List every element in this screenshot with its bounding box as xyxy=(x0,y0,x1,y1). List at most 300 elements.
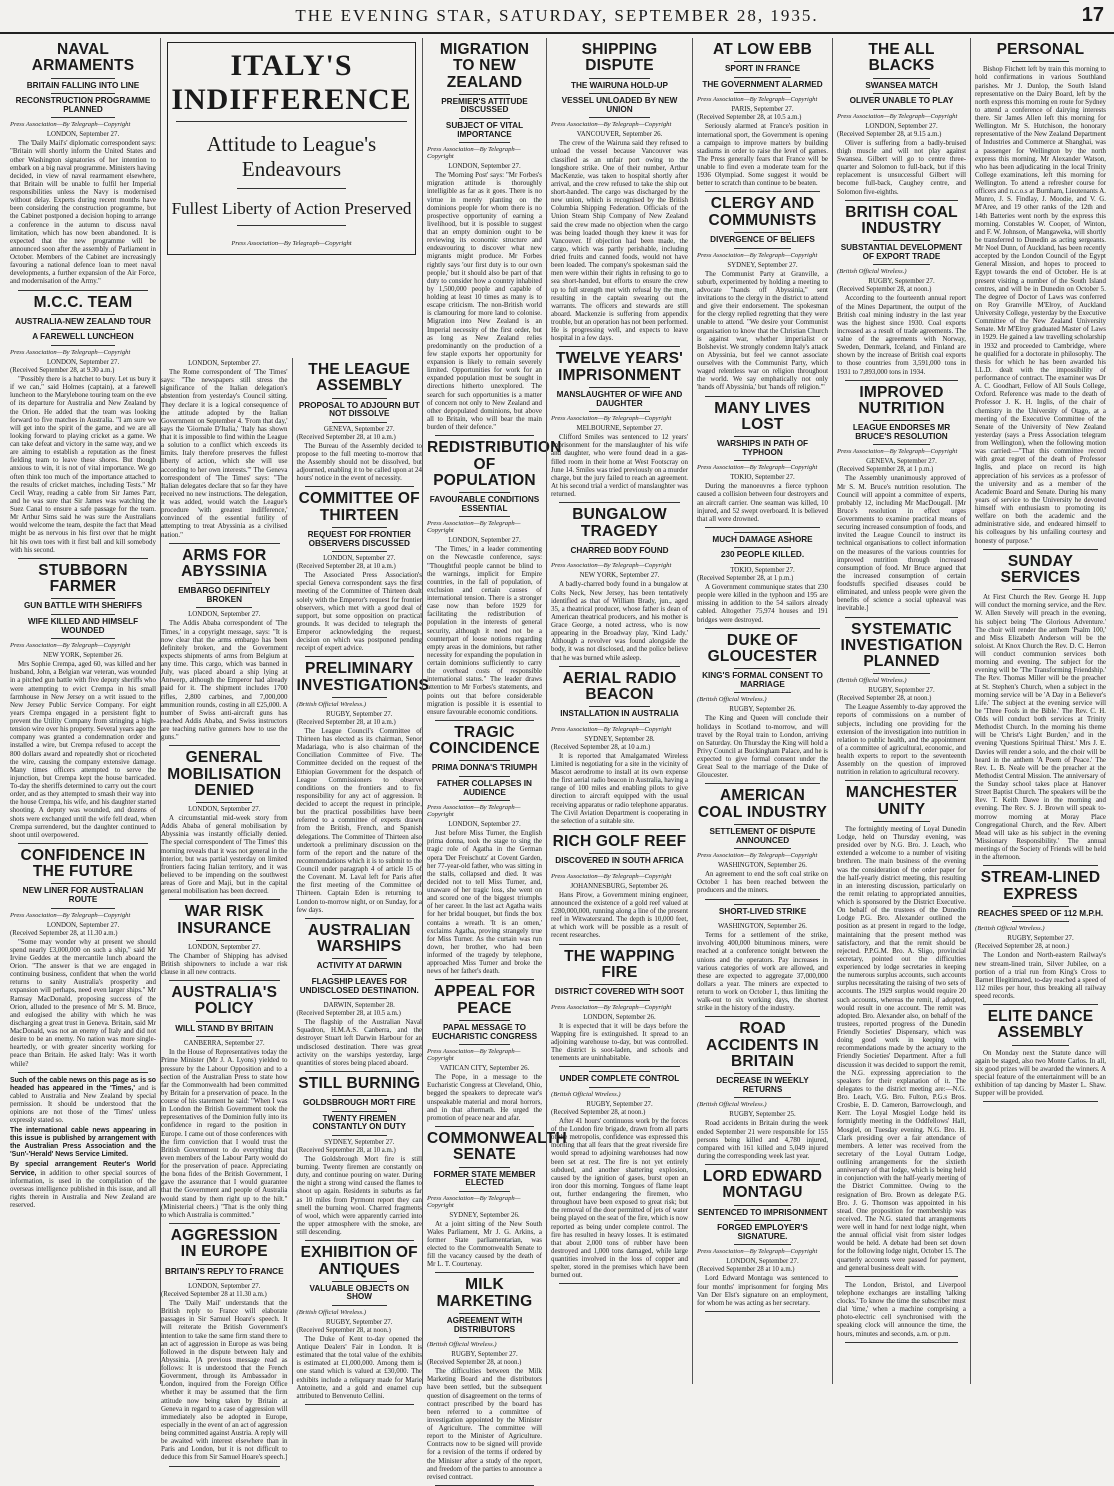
subheadline: INSTALLATION IN AUSTRALIA xyxy=(560,709,679,719)
subheadline-2: RECONSTRUCTION PROGRAMME PLANNED xyxy=(15,96,151,114)
headline-rule xyxy=(459,94,510,95)
article-body: The Associated Press Association's special Geneva correspondent says the first meeting of the Committee of Thirteen dealt solely with the Emperor's request for frontier observers, which met with a good deal of support, but some opposition on practical grounds. It was decided to telegraph the Emperor acknowledging the request, decision on which was postponed pending receipt of expert advice. xyxy=(296,571,422,653)
article-body: 'The Times,' in a leader commenting on the Newcastle conference, says: "Thoughtful people cannot be blind to the warnings, implicit for Empire countries, in the fall of population, of exclusion and certain causes of international tension. There is a stronger case now than before 1929 for facilitating the redistribution of population in the interests of general security, although it need not be a counterpart of loose notions regarding empty areas in the dominions, but rather necessity for expanding the population in certain dominions sufficiently to carry the overhead costs of responsible international status." The leader draws attention to Mr Forbes's statements, and points out that before considerable migration is possible it is essential to ensure favourable economic conditions. xyxy=(427,545,542,716)
page-number: 17 xyxy=(1081,4,1104,26)
dateline: LONDON, September 27. xyxy=(448,537,521,545)
article-body: Oliver is suffering from a badly-bruised thigh muscle and will not play against Swansea. Gilbert will go to centre three-quarter and Solomon to full-back, but if this replacement is unsuccessful Gilbert will become full-back, Caughey centre, and Solomon five-eighths. xyxy=(837,138,966,196)
article xyxy=(427,42,542,431)
headline-rule xyxy=(734,532,792,533)
headline: MILK MARKETING xyxy=(436,1276,533,1310)
article xyxy=(427,725,542,976)
headline: ELITE DANCE ASSEMBLY xyxy=(987,1008,1094,1042)
headline-rule xyxy=(873,109,930,110)
article xyxy=(975,870,1106,1000)
received-line: (Received September 28, at 10 a.m.) xyxy=(296,1146,396,1154)
headline: STUBBORN FARMER xyxy=(38,561,128,596)
headline: MANCHESTER UNITY xyxy=(845,784,958,818)
headline-rule xyxy=(589,722,649,723)
article-body: The Goldsbrough Mort fire is still burning. Twenty firemen are constantly on duty, and continue pouring on water. During the night a strong wind caused the flames to shoot up again. Residents in suburbs as far as 10 miles from Pyrmont report they can smell the burning wool. Charred fragments of wool, which were apparently carried into the upper atmosphere with the smoke, are still descending. xyxy=(296,1154,422,1237)
headline: WAR RISK INSURANCE xyxy=(177,903,272,937)
subheadline: VALUABLE OBJECTS ON SHOW xyxy=(309,1283,409,1302)
masthead-title: THE EVENING STAR, SATURDAY, SEPTEMBER 28, 1935. xyxy=(295,6,819,25)
headline-rule xyxy=(459,492,510,493)
dateline: TOKIO, September 27. xyxy=(730,567,795,575)
subheadline-2: WIFE KILLED AND HIMSELF WOUNDED xyxy=(27,616,139,635)
column-rule xyxy=(845,1342,958,1343)
dateline: JOHANNESBURG, September 26. xyxy=(570,882,669,890)
notice xyxy=(10,1161,156,1209)
byline: Press Association—By Telegraph—Copyright xyxy=(10,121,131,129)
column-rule xyxy=(845,780,958,781)
subheadline: SPORT IN FRANCE xyxy=(724,64,801,74)
headline-rule xyxy=(196,802,252,803)
headline-rule xyxy=(734,563,792,564)
italy-subtitle-2: Fullest Liberty of Action Preserved xyxy=(171,199,412,218)
headline-rule xyxy=(734,77,792,78)
received-line: (Received September 28, at 9.15 a.m.) xyxy=(837,130,942,138)
column-4 xyxy=(546,38,692,1384)
dateline: LONDON, September 27. xyxy=(188,806,261,814)
headline: EXHIBITION OF ANTIQUES xyxy=(300,1244,418,1278)
article xyxy=(697,633,828,780)
byline: (British Official Wireless.) xyxy=(837,268,907,276)
article-body: The Duke of Kent to-day opened the Antique Dealers' Fair in London. It is estimated that the total value of the exhibits is estimated at £1,000,000. Among them is one stand which is valued at £30,000. The exhibits include a reliquary made for Marie Antoinette, and a gold and enamel cup attributed to Benvenuto Cellini. xyxy=(296,1334,422,1400)
column-rule xyxy=(18,1072,148,1073)
column-rule xyxy=(169,1223,280,1224)
article xyxy=(427,439,562,716)
headline-rule xyxy=(332,1095,387,1096)
headline-rule xyxy=(51,78,115,79)
received-line: (Received September 28 at 10 a.m.) xyxy=(697,1266,795,1274)
column-rule xyxy=(305,1071,415,1072)
headline: MANY LIVES LOST xyxy=(714,399,811,433)
headline: PRELIMINARY INVESTIGATIONS xyxy=(296,660,430,694)
received-line: (Received September 28, at 9.30 a.m.) xyxy=(10,367,115,375)
headline-rule xyxy=(196,1264,252,1265)
headline-rule xyxy=(589,853,649,854)
column-rule xyxy=(845,617,958,618)
byline: Press Association—By Telegraph—Copyright xyxy=(551,121,672,129)
received-line: (Received September 28, at noon.) xyxy=(837,695,932,703)
headline-rule xyxy=(589,1087,649,1088)
headline: M.C.C. TEAM xyxy=(33,293,133,311)
headline: NAVAL ARMAMENTS xyxy=(31,41,135,75)
column-rule xyxy=(305,656,415,657)
headline-rule xyxy=(589,558,649,559)
article-body: On Monday next the Statute dance will again be staged, also two Monte Carlos. In all, six good prizes will be awarded the winners. A special feature of the entertainment will be an exhibition of tap dancing by Master L. Shaw. Supper will be provided. xyxy=(975,1048,1106,1098)
column-rule xyxy=(169,543,280,544)
subheadline-2: FLAGSHIP LEAVES FOR UNDISCLOSED DESTINATION. xyxy=(299,976,419,995)
article xyxy=(837,42,966,196)
article xyxy=(427,984,542,1122)
subheadline-2: 230 PEOPLE KILLED. xyxy=(720,550,805,560)
headline-rule xyxy=(196,1036,252,1037)
byline: (British Official Wireless.) xyxy=(697,696,767,704)
subheadline-2: FORGED EMPLOYER'S SIGNATURE. xyxy=(717,1223,808,1241)
headline-rule xyxy=(176,121,407,122)
dateline: SYDNEY, September 27. xyxy=(324,1138,395,1146)
headline: COMMONWEALTH SENATE xyxy=(427,1129,567,1164)
subheadline: WILL STAND BY BRITAIN xyxy=(175,1023,274,1033)
byline: Press Association—By Telegraph—Copyright xyxy=(697,464,818,472)
headline-rule xyxy=(237,188,346,189)
column-rule xyxy=(18,290,148,291)
byline: Press Association—By Telegraph—Copyright xyxy=(551,415,672,423)
received-line: (Received September 28, at 10.5 a.m.) xyxy=(697,114,802,122)
dateline: LONDON, September 27. xyxy=(188,611,261,619)
article xyxy=(161,750,288,895)
article xyxy=(975,1009,1106,1097)
headline-rule xyxy=(873,673,930,674)
article xyxy=(297,923,423,1067)
article-body: In the House of Representatives today the Prime Minister (Mr J. A. Lyons) yielded to pressure by the Labour Opposition and to a section of the Australian Press to state how far the Commonwealth had been committed by Britain for a preservation of peace. In the course of his statement he said: "When I was in London the British Government took the representatives of the Dominion fully into its confidence in regard to the position in Europe. I came out of those conferences with the firm conviction that I would trust the British Government to do everything that even members of the Labour Party would do for the preservation of peace. Appreciating the bona fides of the British Government, I gave the assurance that I would guarantee that the Government and people of Australia would stand by them right up to the hilt." (Ministerial cheers.) "That is the only thing to which Australia is committed." xyxy=(161,1048,288,1219)
headline: AMERICAN COAL INDUSTRY xyxy=(697,787,828,821)
headline-rule xyxy=(734,61,792,62)
article xyxy=(697,532,828,624)
column-rule xyxy=(305,486,415,487)
subheadline: SWANSEA MATCH xyxy=(865,80,938,90)
subheadline: PROPOSAL TO ADJOURN BUT NOT DISSOLVE xyxy=(298,400,420,419)
notice-text: in addition to other special sources of information, is used in the compilation of the overseas intelligence published in this issue, and all rights therein in Australia and New Zealand are reserved. xyxy=(10,1169,156,1209)
byline: Press Association—By Telegraph—Copyright xyxy=(697,96,818,104)
article-body: The crew of the Wairuna said they refused to unload the vessel because Vancouver was classified as an unfair port owing to the longshore strike. One of their number, Arthur MacKenzie, was taken to hospital shortly after arrival, and the crew refused to take the ship out short-handed. The cargo was discharged by the new union, which is recognised by the British Columbia Shipping Federation. Officials of the Union Steam Ship Company of New Zealand said the crew made no objection when the cargo was being loaded though they knew it was for Vancouver. If objection had been made, the cargo, which was partly perishable, including dried fruits and canned foods, would not have been loaded. The company's spokesman said the men were within their rights in refusing to go to sea short-handed, but efforts to ensure the crew up to full strength met with refusal by the men, resulting in the captain swearing out the warrants. The officers and stewards are still aboard. Mackenzie is suffering from appendix trouble, but an operation has not been performed. He is progressing well, and expects to leave hospital in a few days. xyxy=(551,139,688,343)
article xyxy=(551,671,688,825)
dateline: SYDNEY, September 28. xyxy=(584,735,655,743)
dateline: LONDON, September 27. xyxy=(726,1258,799,1266)
column-rule xyxy=(305,918,415,919)
headline-rule xyxy=(237,225,346,226)
subheadline-2: OLIVER UNABLE TO PLAY xyxy=(849,96,954,106)
dateline: VANCOUVER, September 26. xyxy=(576,131,663,139)
dateline: RUGBY, September 27. xyxy=(326,1318,393,1326)
dateline: TOKIO, September 27. xyxy=(730,474,795,482)
column-rule xyxy=(18,558,148,559)
headline-rule xyxy=(459,776,510,777)
dateline: MELBOURNE, September 27. xyxy=(576,425,663,433)
article-body: Bishop Fitchett left by train this morning to hold confirmations in various Southland parishes. Mr J. Dunlop, the South Island representative on the Dairy Board, left by the north express this morning en route for Sydney to attend a conference of dairying interests there. Sir James Allen left this morning for Wellington. Mr S. Hutchison, the honorary representative of the New Zealand Department of Industries and Commerce at Shanghai, was a passenger for Wellington by the north express this morning. Mr Alexander Watson, who has been adjudicating in the local Trinity College examinations, left this morning for Wellington. To attend a refresher course for officers and n.c.o.s at Burnham, Lieutenants A. Munro, J. S. Findlay, J. Moodie, and V. G. M'Aree, and 19 other ranks of the 12th and 14th Batteries went north by the express this morning. Constables W. Cooper, of Winton, and F. W. Johnson, of Mangaweka, will shortly be transferred to Dunedin as acting sergeants. Mr Noel Dunn, of Auckland, has been recently accepted by the London Council of the Egypt General Mission, and hopes to proceed to Egypt towards the end of October. He is at present visiting a number of the South Island centres, and will be in Dunedin on October 5. The degree of Doctor of Laws was conferred on Roy Granville M'Elroy, of Auckland University College, yesterday by the Executive Committee of the New Zealand University Senate. Mr M'Elroy graduated Master of Laws in 1929. He gained a law travelling scholarship in 1932 and proceeded to Cambridge, where he qualified for a doctorate in philosophy. The thesis for which he has been awarded his LL.D. dealt with the impossibility of performance of contract. The examiner was Dr A. C. Goodhart, Fellow of All Souls College, Oxford. Reference was made to the death of Professor J. K. H. Inglis, of the chair of chemistry in the University of Otago, at a meeting of the Executive Committee of the Senate of the University of New Zealand yesterday (says a Press Association telegram from Wellington), when the following motion was carried:—"That this committee record with great regret of the death of Professor Inglis, and place on record its high appreciation of his services as a professor of the university and as a member of the Academic Board and Senate. During his many years of service to the University he devoted himself with enthusiasm to promoting its welfare on both the academic and the administrative side, and endeared himself to his colleagues by his unfailing courtesy and honesty of purpose." xyxy=(975,65,1107,545)
subheadline-2: FATHER COLLAPSES IN AUDIENCE xyxy=(437,779,532,797)
column-5 xyxy=(692,38,832,1384)
headline-rule xyxy=(332,998,387,999)
italy-title: ITALY'S INDIFFERENCE xyxy=(171,49,412,116)
headline-rule xyxy=(459,516,510,517)
article-body: Just before Miss Turner, the English prima donna, took the stage to sing the tragic role of Agatha in the German opera 'Der Freischutz' at Covent Garden, her 77-year-old father, who was sitting in the stalls, collapsed and died. It was decided not to tell Miss Turner, and, unaware of her tragic loss, she went on and scored one of the biggest triumphs of her career. In the last act Agatha waits for her bridal bouquet, but finds the box contains a wreath. 'It is an omen,' exclaims Agatha, proving strangely true for Miss Turner. As the curtain was run down, her brother, who had been informed of the tragedy by telephone, approached Miss Turner and broke the news of her father's death. xyxy=(427,829,542,976)
headline-rule xyxy=(873,240,930,241)
column-rule xyxy=(705,396,820,397)
dateline: SYDNEY, September 26. xyxy=(449,1211,520,1219)
headline-rule xyxy=(873,93,930,94)
column-rule xyxy=(845,200,958,201)
article-body: According to the fourteenth annual report of the Mines Department, the output of the British coal mining industry in the last year was the highest since 1930. Coal exports increased as a result of trade agreements. The value of the agreements with Norway, Sweden, Denmark, Iceland, and Finland are shown by the increase of British coal exports to those countries from 3,591,000 tons in 1931 to 7,893,000 tons in 1934. xyxy=(837,294,966,376)
article-body: The League Assembly to-day approved the reports of commissions on a number of subjects, including one providing for the extension of the investigation into nutrition in relation to public health, and the appointment of a committee of agricultural, economic, and health experts to report to the seventeenth Assembly on the question of improved nutrition in relation to agricultural recovery. xyxy=(837,703,966,777)
byline: (British Official Wireless.) xyxy=(697,1101,767,1109)
article-body: The Addis Ababa correspondent of 'The Times,' in a copyright message, says: "It is now clear that the arms embargo has been definitely broken, and the Government expects shipments of arms from Belgium at any time. This cargo, which was banned in July, was placed aboard a ship lying at Antwerp, although the Emperor had already paid for it. The shipment includes 1700 rifles, 2,800 carbines, and 7,000,000 ammunition rounds, costing in all £25,000. A number of Swiss anti-aircraft guns has reached Addis Ababa, and Swiss instructors are teaching native gunners how to use the guns." xyxy=(161,619,288,742)
headline-rule xyxy=(734,904,792,905)
column-rule xyxy=(435,720,534,721)
headline: CLERGY AND COMMUNISTS xyxy=(708,195,817,229)
headline: MIGRATION TO NEW ZEALAND xyxy=(439,41,530,91)
article-body: The Assembly unanimously approved of Mr S. M. Bruce's nutrition resolution. The Council will appoint a committee of experts, probably 12, including Mr MacDougall. [Mr Bruce's resolution in effect urges Governments to examine practical means of securing increased consumption of foods, and invited the League Council to instruct its technical organisations to collect information on the measures of the various countries for improved nutrition through increased consumption of food. Mr Bruce argued that the increased consumption of certain foodstuffs specified diseases could be eliminated, and unless people were given the benefits of science a social upheaval was inevitable.] xyxy=(837,474,966,613)
column-rule xyxy=(705,783,820,784)
italy-frame xyxy=(167,42,416,255)
headline: THE LEAGUE ASSEMBLY xyxy=(308,361,411,395)
headline-rule xyxy=(51,345,115,346)
article-body: At First Church the Rev. George H. Jupp will conduct the morning service, and the Rev. W. Allen Stevely will preach in the evening, his subject being 'The Glorious Adventure.' The choir will render the anthem 'Psalm 100,' and Miss Elizabeth Anderson will be the soloist. At Knox Church the Rev. D. C. Herron will conduct communion services both morning and evening. The subject for the evening will be 'The Transforming Friendship.' The Rev. Thomas Miller will be the preacher at St. Stephen's Church, when a subject in the morning service will be 'A Day in a Believer's Life.' The subject at the evening service will be 'Three Fools in the Bible.' The Rev. C. H. Olds will conduct both services at Trinity Methodist Church. In the morning his theme will be 'Christ's Light Burden,' and in the evening 'Questions Spiritual Thirst.' Mrs J. E. Davies will render a solo, and the choir will be heard in the anthem 'A Poem of Peace.' The Rev. L. B. Neale will be the preacher at the Methodist Central Mission. The anniversary of the Sunday school takes place at Hanover Street Baptist Church. The speakers will be the Rev. T. Keith Dawe in the morning and evening. The Rev. S. J. Brown will speak to-morrow morning at Moray Place Congregational Church, and the Rev. Albert Mead will take as his subject in the evening 'Missionary Responsibility.' The annual meetings of the Society of Friends will be held in the afternoon. xyxy=(975,593,1106,862)
byline: Press Association—By Telegraph—Copyright xyxy=(10,642,131,650)
headline-rule xyxy=(196,607,252,608)
dateline: CANBERRA, September 27. xyxy=(183,1040,265,1048)
received-line: (Received September 28, at 10 a.m.) xyxy=(551,743,651,751)
headline-rule xyxy=(332,958,387,959)
headline-rule xyxy=(332,1281,387,1282)
dateline: RUGBY, September 25. xyxy=(729,1111,796,1119)
byline: Press Association—By Telegraph—Copyright xyxy=(10,911,131,919)
article-body: Seriously alarmed at France's position in international sport, the Government is opening a campaign to improve matters by building stadiums in order to raise the level of games. The Press generally fears that France will be unable to find even a moderate team for the 1936 Olympiad. Some suggest it would be better to scratch than continue to be beaten. xyxy=(697,122,828,188)
article xyxy=(551,507,688,661)
headline-rule xyxy=(589,387,649,388)
article xyxy=(161,904,288,976)
column-rule xyxy=(559,502,680,503)
article xyxy=(10,42,156,286)
headline: PERSONAL xyxy=(996,41,1085,58)
column-rule xyxy=(705,899,820,900)
headline: THE WAPPING FIRE xyxy=(564,947,675,981)
notice-bold: Such of the cable news on this page as is so headed has appeared in the 'Times,' xyxy=(10,1076,156,1092)
byline: Press Association—By Telegraph—Copyright xyxy=(697,852,818,860)
column-1 xyxy=(6,38,160,1384)
notice-bold: By special arrangement Reuter's World Service, xyxy=(10,1161,156,1177)
headline-rule xyxy=(1012,1045,1070,1046)
article-body: "Possibly there is a hatchet to bury. Let us bury it if we can," said Holmes (captain), at a farewell luncheon to the Marylebone touring team on the eve of its departure for Australia and New Zealand by the Orion. He added that the team was looking forward to five matches in Australia. "I am sure we will get into the spirit of the game, and we are all looking forward to playing cricket as a game. We can take defeat and victory in the same way, and we are aiming to establish a reputation as the finest fielding team to leave these shores. But though anxious to win, it is not of vital importance. We go often think too much of the importance attached to the results of cricket matches, including Tests." Mr Cecil Wray, reading a cable from Sir James Parr, and he was sure that Sir James was watching the Suez Canal to ensure a safe passage for the team. Mr Arthur Sims said he was sure the Australians would welcome the team, despite the fact that Mead might be as nervous in his first over that he might hit his own toes with it first ball and kill somebody with his second. xyxy=(10,375,156,554)
received-line: (Received September 28, at 10 a.m.) xyxy=(296,433,396,441)
subheadline: UNDER COMPLETE CONTROL xyxy=(559,1074,680,1084)
article-body: The Communist Party at Granville, a suburb, experimented by holding a meeting to advocate "hands off Abyssinia," sent invitations to the clergy in the district to attend and give their endorsement. The spokesman for the clergy replied regretting that they were unable to attend. "We desire your Communist organisation to know that the Christian Church is against war, whether imperialist or Bolshevist. We strongly condemn Italy's attack on Abyssinia, but feel we cannot associate ourselves with the Communist Party, which waged relentless war on religion throughout the world. We say emphatically not only 'hands off Abyssinia,' but 'hands off religion.'" xyxy=(697,269,828,392)
received-line: (Received September 28, at 10.5 a.m.) xyxy=(296,1010,401,1018)
column-rule xyxy=(983,549,1098,550)
subheadline: AGREEMENT WITH DISTRIBUTORS xyxy=(446,1316,523,1334)
subheadline: SUBSTANTIAL DEVELOPMENT OF EXPORT TRADE xyxy=(840,243,963,261)
column-rule xyxy=(705,191,820,192)
headline: SHIPPING DISPUTE xyxy=(581,41,658,75)
column-rule xyxy=(705,1164,820,1165)
column-rule xyxy=(169,980,280,981)
headline: DUKE OF GLOUCESTER xyxy=(707,631,818,665)
article-body: During the manoeuvres a fierce typhoon caused a collision between four destroyers and an aircraft carrier. One seaman was killed, 10 injured, and 52 swept overboard. It is believed that all were drowned. xyxy=(697,482,828,523)
dateline: LONDON, September 27. xyxy=(46,131,120,139)
subheadline: FORMER STATE MEMBER ELECTED xyxy=(433,1169,536,1188)
italy-right-column xyxy=(292,358,430,1400)
byline: (British Official Wireless.) xyxy=(427,1341,497,1349)
article-body: The Rome correspondent of 'The Times' says: "The newspapers still stress the significance of the Italian delegation's abstention from yesterday's Council sitting. They declare it is a logical consequence of the attitude adopted by the Italian Government on September 4. 'From that day,' says the 'Giornale D'Italia,' 'Italy has shown that it is impossible to find within the League a solution to a conflict which exceeds its limits. Italy therefore preserves the fullest liberty of action, which she will use according to her own interests.'" The Geneva correspondent of 'The Times' says: "The Italian delegates declare that so far they have received no new instructions. The delegation, it was added, would watch the League's procedure 'with greatest indifference,' convinced of the essential futility of attempting to treat Abyssinia as a civilised nation." xyxy=(161,368,288,539)
subheadline: BRITAIN'S REPLY TO FRANCE xyxy=(164,1266,284,1276)
headline-rule xyxy=(332,422,387,423)
headline-rule xyxy=(459,800,510,801)
headline-rule xyxy=(734,848,792,849)
column-rule xyxy=(983,1101,1098,1102)
article xyxy=(697,42,828,187)
dateline: RUGBY, September 27. xyxy=(586,1100,653,1108)
subheadline: REACHES SPEED OF 112 M.P.H. xyxy=(977,908,1104,918)
article-body: The difficulties between the Milk Marketing Board and the distributors have been settled, but the subsequent question of disagreement on the terms of contract prescribed by the board has been referred to a committee of investigation appointed by the Minister of Agriculture. The committee will report to the Minister of Agriculture. Contracts now to be signed will provide for a revision of the terms if ordered by the Minister after a study of the report, and freedom of the parties to announce a revised contract. xyxy=(427,1367,542,1481)
byline: Press Association—By Telegraph—Copyright xyxy=(551,1003,672,1011)
byline: Press Association—By Telegraph—Copyright xyxy=(551,725,672,733)
headline-rule xyxy=(873,78,930,79)
notice-text: and is cabled to Australia and New Zealand by special permission. It should be understood that the opinions are not those of the 'Times' unless expressly stated so. xyxy=(10,1084,156,1125)
headline: BRITISH COAL INDUSTRY xyxy=(845,203,958,237)
italy-subtitle: Attitude to League's Endeavours xyxy=(206,132,377,181)
column-rule xyxy=(705,1311,820,1312)
headline-rule xyxy=(459,1044,510,1045)
article xyxy=(10,848,156,1068)
headline: ROAD ACCIDENTS IN BRITAIN xyxy=(706,1020,819,1070)
article-body: A circumstantial mid-week story from Addis Ababa of general mobilisation by Abyssinia was instantly officially denied. The special correspondent of 'The Times' this morning reveals that it was not general in the interior, but was partial yesterday on limited frontiers facing Italian territory, and it was believed to be impending on the southwest areas of Gore and Maji, but in the capital general mobilisation has been decreed. xyxy=(161,814,288,896)
headline-rule xyxy=(332,974,387,975)
column-italy xyxy=(160,38,430,1462)
headline: REDISTRIBUTION OF POPULATION xyxy=(427,439,562,489)
received-line: (Received September 28, at noon.) xyxy=(837,286,932,294)
byline: Press Association—By Telegraph—Copyright xyxy=(697,1248,818,1256)
subheadline: DISCOVERED IN SOUTH AFRICA xyxy=(555,856,684,866)
subheadline: PREMIER'S ATTITUDE DISCUSSED xyxy=(441,96,528,115)
subheadline: BRITAIN FALLING INTO LINE xyxy=(26,80,140,90)
dateline: LONDON, September 27. xyxy=(46,921,120,929)
column-7 xyxy=(970,38,1110,1384)
article xyxy=(837,785,966,1271)
article xyxy=(297,1076,423,1236)
headline-rule xyxy=(51,329,115,330)
column-rule xyxy=(18,843,148,844)
headline-rule xyxy=(589,984,649,985)
column-rule xyxy=(845,1276,958,1277)
received-line: (Received September 28, at 1 p.m.) xyxy=(697,575,794,583)
headline-rule xyxy=(589,1000,649,1001)
column-3 xyxy=(422,38,567,1481)
article xyxy=(837,205,966,376)
headline-rule xyxy=(332,1111,387,1112)
article xyxy=(697,196,828,391)
article xyxy=(697,1169,828,1307)
dateline: LONDON, September 27. xyxy=(323,555,396,563)
column-rule xyxy=(559,944,680,945)
column-rule xyxy=(169,899,280,900)
dateline: RUGBY, September 27. xyxy=(868,278,935,286)
dateline: NEW YORK, September 27. xyxy=(579,572,660,580)
headline-rule xyxy=(332,551,387,552)
dateline: RUGBY, September 27. xyxy=(326,710,393,718)
headline-rule xyxy=(459,142,510,143)
article xyxy=(161,985,288,1219)
article xyxy=(697,401,828,523)
headline: AGGRESSION IN EUROPE xyxy=(170,1226,278,1261)
column-rule xyxy=(305,1404,415,1405)
article xyxy=(837,622,966,777)
byline: Press Association—By Telegraph—Copyright xyxy=(10,349,131,357)
subheadline: ACTIVITY AT DARWIN xyxy=(316,961,402,971)
received-line: (Received September 28, at 11.30 a.m.) xyxy=(10,929,118,937)
subheadline: MANSLAUGHTER OF WIFE AND DAUGHTER xyxy=(556,390,683,408)
article xyxy=(10,563,156,839)
headline-rule xyxy=(459,1167,510,1168)
column-rule xyxy=(845,380,958,381)
headline-rule xyxy=(51,883,115,884)
dateline: RUGBY, September 26. xyxy=(729,706,796,714)
dateline: LONDON, September 27. xyxy=(448,163,521,171)
article-body: Hans Pirow, a Government mining engineer, announced the existence of a gold reef valued at £280,000,000, running along a line of the present reef in Witwatersrand. The depth is 10,000 feet, at which work will be possible as a result of recent researches. xyxy=(551,890,688,940)
dateline: LONDON, September 27. xyxy=(448,821,521,829)
column-rule xyxy=(305,1240,415,1241)
headline-rule xyxy=(332,1135,387,1136)
headline-rule xyxy=(196,1021,252,1022)
article xyxy=(296,660,430,914)
byline: Press Association—By Telegraph—Copyright xyxy=(427,1048,521,1063)
headline-rule xyxy=(734,248,792,249)
headline-rule xyxy=(459,1337,510,1338)
column-rule xyxy=(435,435,534,436)
article-body: Mrs Sophie Crempa, aged 60, was killed and her husband, John, a Belgian war veteran, was wounded in a pitched gun battle with five deputy sheriffs who were attempting to evict Crempa in his small farmhouse in New Jersey on a writ issued to the New Jersey Public Service Company. For eight years Crempa engaged in a persistent fight to prevent the Utility Company from stringing a high-tension wire over his property. Several years ago the company was granted a condemnation order and installed a wire, but Crempa refused to accept the 800 dollars award and repeatedly shot or ricocheted the wire, causing the company extensive damage. Many times officers attempted to serve the injunction, but Crempa kept the house barricaded. To-day the sheriffs determined to carry out the court order, and as they attempted to smash their way into the house Crempa, his wife, and his daughter started shooting. A deputy was wounded, and dozens of shots were exchanged until the wife fell dead, when Crempa surrendered, but the daughter continued to shoot until overpowered. xyxy=(10,660,156,839)
headline: IMPROVED NUTRITION xyxy=(858,383,945,417)
column-rule xyxy=(435,1126,534,1127)
dateline: RUGBY, September 27. xyxy=(451,1351,518,1359)
headline: COMMITTEE OF THIRTEEN xyxy=(298,490,420,524)
byline: Press Association—By Telegraph—Copyright xyxy=(697,251,818,259)
received-line: (Received September 28, at 1 p.m.) xyxy=(837,466,934,474)
subheadline-2: THE GOVERNMENT ALARMED xyxy=(702,79,823,89)
article-body: The Chamber of Shipping has advised British shipowners to include a war risk clause in all new contracts. xyxy=(161,951,288,977)
subheadline: REQUEST FOR FRONTIER OBSERVERS DISCUSSED xyxy=(307,529,411,548)
article-body: The 'Morning Post' says: "Mr Forbes's migration attitude is thoroughly intelligible as far as it goes. There is no virtue in merely planting on the dominions people for whom there is no prospective opportunity of earning a livelihood, but it is possible to suggest that an empty dominion ought to be reviewing its economic structure and endeavouring to discover what new migrants might produce. Mr Forbes rightly says 'our first duty is to our own people,' but it should also be part of that duty to consider how a country inhabited by 1,500,000 people and capable of holding at least 10 times as many is to escape criticism. The non-British world is clamouring for more land to colonise. Migration into New Zealand is an Imperial necessity of the first order, but as long as New Zealand relies predominantly on the production of a few staple exports her opportunity for expansion is likely to remain severely limited. Opportunities for work for an expanded population must be sought in directions hitherto unexplored. The search for such opportunities is a matter of concern not only to New Zealand and other depopulated dominions, but above all to Britain, who will bear the main burden of their defence." xyxy=(427,171,542,432)
subheadline: AUSTRALIA-NEW ZEALAND TOUR xyxy=(15,316,151,326)
article-body: The Bureau of the Assembly decided to propose to the full meeting to-morrow that the Assembly should not be dissolved, but adjourned, enabling it to be called upon at 24 hours' notice in the event of necessity. xyxy=(296,441,422,483)
headline-rule xyxy=(734,1097,792,1098)
column-rule xyxy=(435,1272,534,1273)
headline-rule xyxy=(734,824,792,825)
column-rule xyxy=(559,1283,680,1284)
article-body: An agreement to end the soft coal strike on October 1 has been reached between the producers and the miners. xyxy=(697,870,828,895)
headline: BUNGALOW TRAGEDY xyxy=(572,506,667,540)
headline-rule xyxy=(734,1073,792,1074)
article-body: After 41 hours' continuous work by the forces of the London fire brigade, drawn from all parts of the metropolis, confidence was expressed this morning that all fears that the great riverside fire would spread to adjoining warehouses had now been set at rest. The fire is not yet entirely subdued, and another shattering explosion, caused by the ignition of gases, burst open an iron door this morning. Tongues of flame leapt out, further endangering the firemen, who throughout have been exposed to great risk; but the removal of the door permitted of jets of water being played on the seat of the fire, which is now reported as being under complete control. The fire has resulted in heavy losses. It is estimated that about 2,000 tons of rubber have been destroyed and 1,000 tons damaged, while large quantities involved in the loss of copper and spelter, stored in the premises which have been burned out. xyxy=(551,1116,688,1280)
column-rule xyxy=(559,666,680,667)
dateline: LONDON, September 27. xyxy=(46,359,120,367)
byline: Press Association—By Telegraph—Copyright xyxy=(551,562,672,570)
dateline: RUGBY, September 27. xyxy=(868,687,935,695)
article xyxy=(161,360,288,539)
article-body: Terms for a settlement of the strike, involving 400,000 bituminous miners, were reached at a conference tonight between the unions and the operators. Pay increases in various categories of work are allowed, and these are expected to aggregate 37,000,000 dollars a year. The miners are expected to return to work on October 1, thus limiting the walk-out to six working days, the shortest strike in the history of the industry. xyxy=(697,931,828,1013)
subheadline-2: A FAREWELL LUNCHEON xyxy=(32,332,134,342)
headline: LORD EDWARD MONTAGU xyxy=(702,1168,823,1202)
column-rule xyxy=(983,1004,1098,1005)
received-line: (Received September 28, at noon.) xyxy=(551,1108,646,1116)
article-body: A Government communique states that 230 people were killed in the typhoon and 195 are missing in addition to the 54 sailors already cabled. Altogether 75,974 houses and 191 bridges were destroyed. xyxy=(697,583,828,624)
byline: Press Association—By Telegraph—Copyright xyxy=(837,448,958,456)
dateline: DARWIN, September 28. xyxy=(323,1002,395,1010)
headline: AT LOW EBB xyxy=(712,41,812,58)
subheadline-2: VESSEL UNLOADED BY NEW UNION xyxy=(561,96,678,114)
dateline: NEW YORK, September 26. xyxy=(43,652,123,660)
subheadline: DECREASE IN WEEKLY RETURNS xyxy=(716,1076,809,1094)
masthead xyxy=(0,0,1114,34)
headline: STILL BURNING xyxy=(298,1074,421,1092)
byline: (British Official Wireless.) xyxy=(975,925,1045,933)
notice-bold: The international cable news appearing in this issue is published by arrangement with the Australian Press Association and the 'Sun'-'Herald' News Service Limited. xyxy=(10,1127,156,1159)
italy-left-column xyxy=(161,358,292,1462)
column-rule xyxy=(559,346,680,347)
dateline: GENEVA, September 27. xyxy=(323,425,395,433)
notice xyxy=(10,1127,156,1159)
headline-rule xyxy=(589,78,649,79)
subheadline: GUN BATTLE WITH SHERIFFS xyxy=(23,601,143,611)
column-rule xyxy=(559,829,680,830)
